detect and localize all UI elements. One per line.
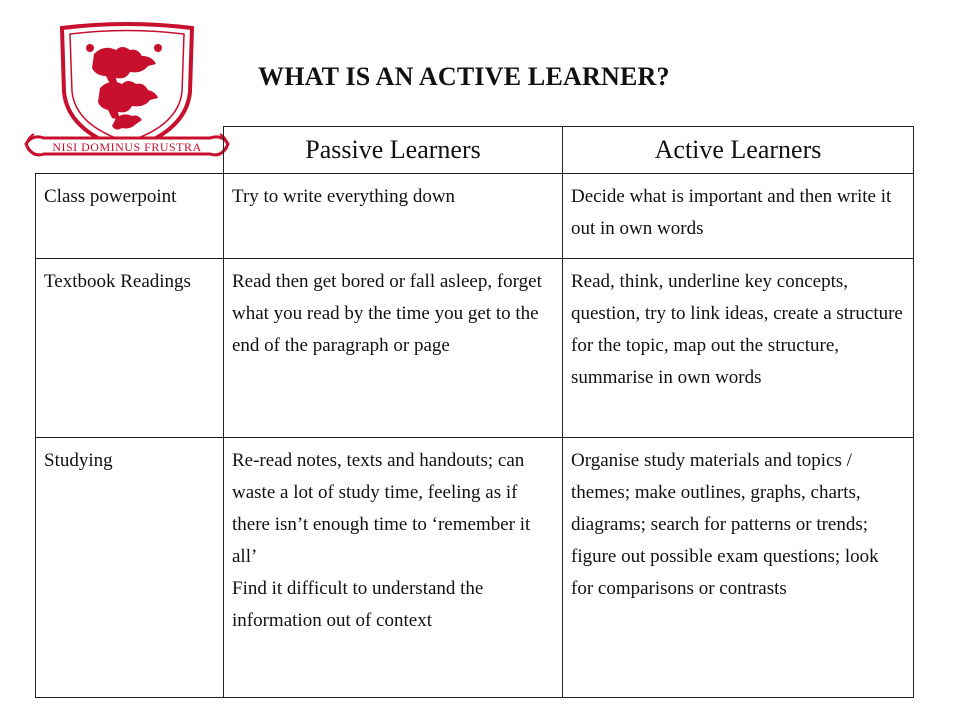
passive-cell (224, 259, 563, 438)
table-header-row (36, 127, 914, 174)
table-row (36, 174, 914, 259)
header-active-learners: Active Learners (563, 127, 914, 174)
cell-text: Try to write everything down (232, 186, 456, 207)
active-cell (563, 438, 914, 698)
header-passive-learners: Passive Learners (224, 127, 563, 174)
learner-comparison-table (35, 126, 914, 698)
active-cell (563, 259, 914, 438)
row-label: Class powerpoint (36, 174, 224, 259)
row-label: Textbook Readings (36, 259, 224, 438)
cell-text: Decide what is important and then write it out in own words (571, 186, 892, 239)
active-cell (563, 174, 914, 259)
table-row (36, 259, 914, 438)
cell-text: Read, think, underline key concepts, question, try to link ideas, create a structure for the topic, map out the structure, summarise in own words (571, 271, 903, 388)
cell-text: Re-read notes, texts and handouts; can waste a lot of study time, feeling as if there isn’t enough time to ‘remember it all’ (232, 450, 531, 567)
passive-cell (224, 438, 563, 698)
table-row (36, 438, 914, 698)
crest-motto: NISI DOMINUS FRUSTRA (52, 140, 202, 154)
header-empty-cell (36, 127, 224, 174)
row-label: Studying (36, 438, 224, 698)
cell-text: Find it difficult to understand the information out of context (232, 578, 484, 631)
passive-cell (224, 174, 563, 259)
cell-text: Organise study materials and topics / themes; make outlines, graphs, charts, diagrams; search for patterns or trends; figure out possible exam questions; look for comparisons or contrasts (571, 450, 879, 599)
page-title: WHAT IS AN ACTIVE LEARNER? (258, 62, 670, 91)
cell-text: Read then get bored or fall asleep, forget what you read by the time you get to the end of the paragraph or page (232, 271, 542, 356)
